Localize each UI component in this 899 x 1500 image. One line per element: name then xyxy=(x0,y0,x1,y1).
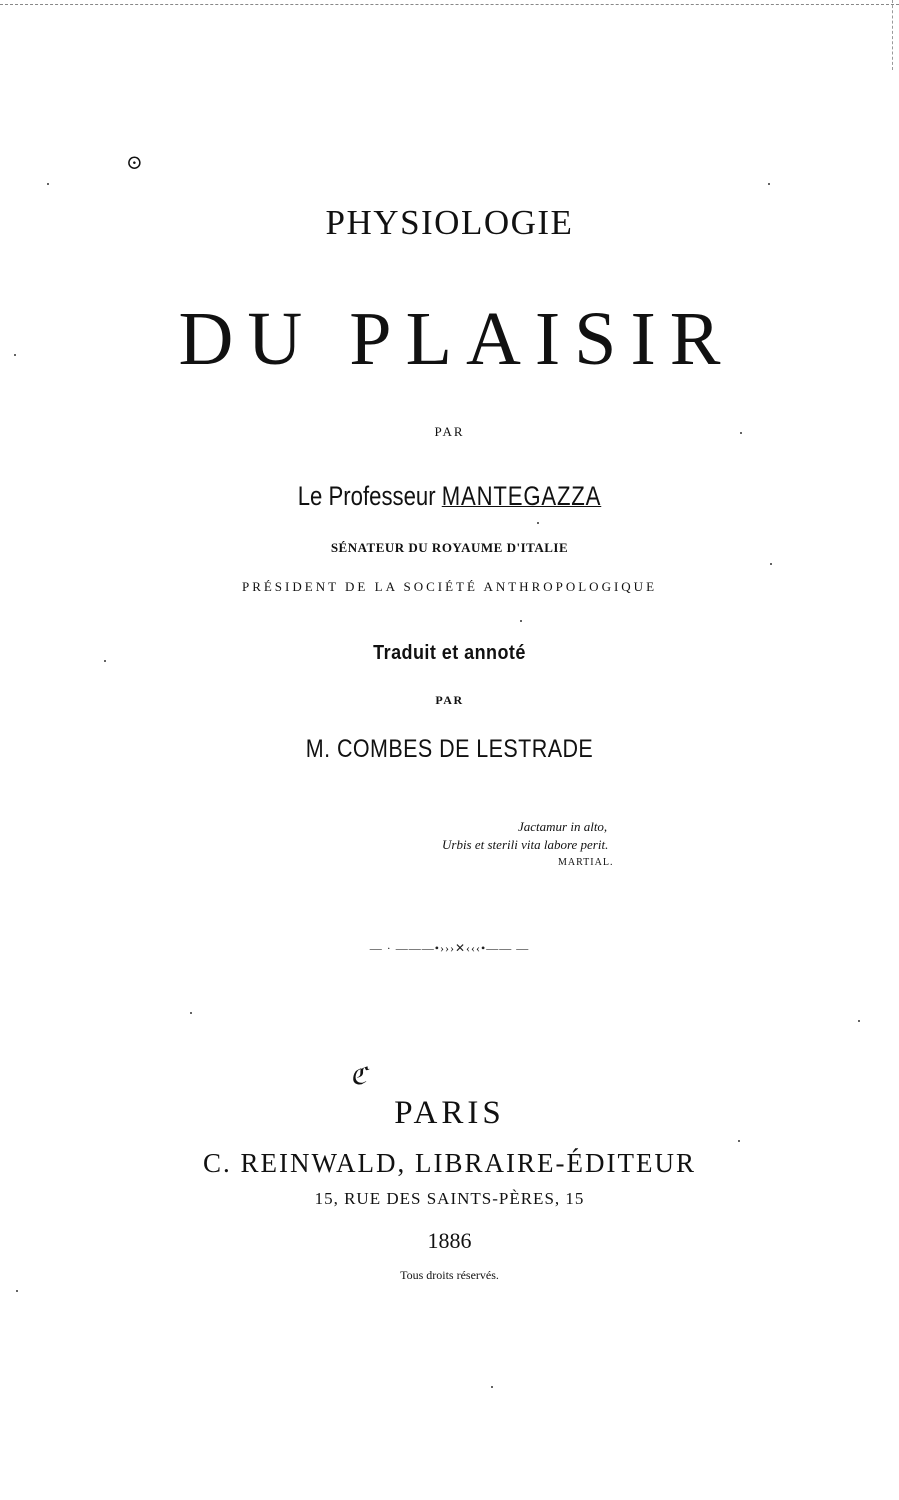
par-label-translator: PAR xyxy=(435,693,464,707)
imprint-year: 1886 xyxy=(427,1228,472,1253)
paper-speck xyxy=(190,1012,192,1014)
paper-speck xyxy=(537,522,539,524)
epigraph-attribution: MARTIAL. xyxy=(558,857,614,868)
translated-label: Traduit et annoté xyxy=(373,642,526,664)
imprint-city: PARIS xyxy=(394,1095,505,1131)
paper-speck xyxy=(770,563,772,565)
paper-speck xyxy=(14,354,16,356)
paper-speck xyxy=(740,432,742,434)
paper-speck xyxy=(520,620,522,622)
paper-speck xyxy=(858,1020,860,1022)
author-role-senator: SÉNATEUR DU ROYAUME D'ITALIE xyxy=(330,540,569,555)
main-title: DU PLAISIR xyxy=(178,297,735,381)
imprint-address: 15, RUE DES SAINTS-PÈRES, 15 xyxy=(314,1189,585,1208)
epigraph xyxy=(430,818,660,872)
author-prefix: Le Professeur xyxy=(297,481,436,511)
paper-speck xyxy=(738,1140,740,1142)
margin-mark: ⊙ xyxy=(126,152,143,174)
top-edge-rule xyxy=(0,4,899,9)
epigraph-line-2: Urbis et sterili vita labore perit. xyxy=(442,837,609,852)
paper-speck xyxy=(768,183,770,185)
epigraph-line-1: Jactamur in alto, xyxy=(518,819,608,834)
right-edge-rule xyxy=(892,0,893,70)
handwritten-mark: ℭ xyxy=(350,1064,367,1090)
translator-name: M. COMBES DE LESTRADE xyxy=(305,735,594,763)
author-line xyxy=(81,481,818,512)
subtitle: PHYSIOLOGIE xyxy=(325,203,574,242)
paper-speck xyxy=(104,660,106,662)
par-label-author: PAR xyxy=(434,424,465,439)
author-role-president: PRÉSIDENT DE LA SOCIÉTÉ ANTHROPOLOGIQUE xyxy=(241,579,658,594)
rights-notice: Tous droits réservés. xyxy=(400,1268,499,1282)
paper-speck xyxy=(16,1290,18,1292)
ornament-divider: — · ———•›››✕‹‹‹•—— — xyxy=(369,941,530,955)
imprint-publisher: C. REINWALD, LIBRAIRE-ÉDITEUR xyxy=(203,1148,696,1178)
paper-speck xyxy=(47,183,49,185)
author-surname: MANTEGAZZA xyxy=(441,481,602,511)
paper-speck xyxy=(491,1386,493,1388)
